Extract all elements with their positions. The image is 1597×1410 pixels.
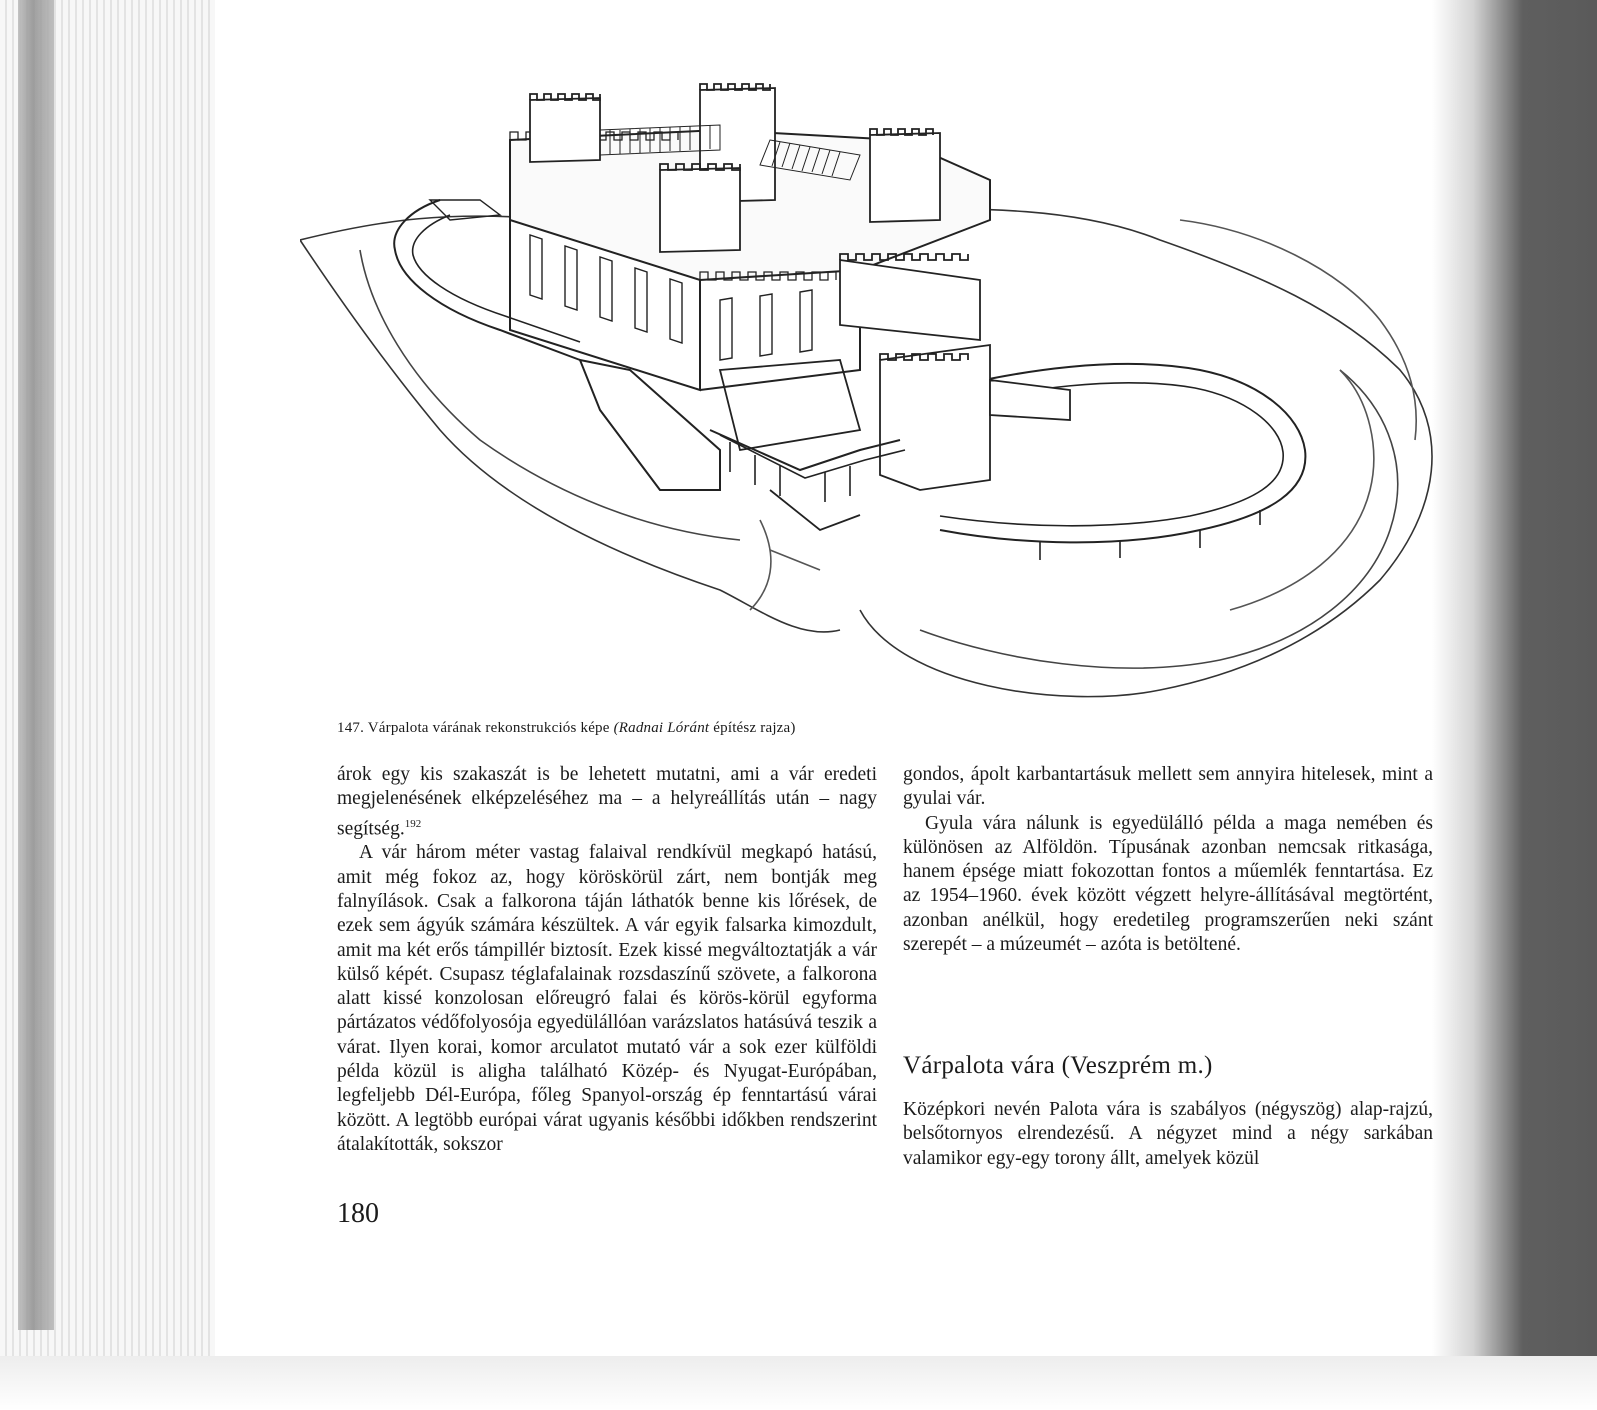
footnote-marker: 192 xyxy=(404,817,422,830)
paragraph-text: árok egy kis szakaszát is be lehetett mutatni, ami a vár eredeti megjelenésének elképzeléséhez ma – a helyreállítás után – nagy segítség. xyxy=(337,764,877,840)
caption-prefix: 147. Várpalota várának rekonstrukciós képe xyxy=(337,720,610,736)
page-bottom-edge xyxy=(0,1356,1597,1410)
section-heading: Várpalota vára (Veszprém m.) xyxy=(903,1052,1213,1079)
right-column xyxy=(903,763,1433,957)
left-column xyxy=(337,763,877,1157)
caption-author: (Radnai Lóránt xyxy=(613,720,710,736)
paragraph: gondos, ápolt karbantartásuk mellett sem annyira hitelesek, mint a gyulai vár. xyxy=(903,764,1433,810)
caption-suffix: építész rajza) xyxy=(713,720,796,736)
figure-caption xyxy=(337,720,796,737)
paragraph: Gyula vára nálunk is egyedülálló példa a maga nemében és különösen az Alföldön. Típusának azonban nemcsak ritkasága, hanem épsége miatt fokozottan fontos a műemlék fenntartása. Ez az 1954–1960. évek között végzett helyre-állításával megtörtént, azonban anélkül, hogy eredetileg programszerűen neki szánt szerepét – a múzeumét – azóta is betöltené. xyxy=(903,812,1433,956)
page-number: 180 xyxy=(337,1198,379,1229)
castle-illustration xyxy=(300,70,1440,710)
book-spine-shadow xyxy=(18,0,54,1330)
scan-edge-shadow xyxy=(1432,0,1597,1356)
paragraph: A vár három méter vastag falaival rendkívül megkapó hatású, amit még fokoz az, hogy köröskörül zárt, nem bontják meg falnyílások. Csak a falkorona táján láthatók benne kis lőrések, de ezek sem ágyúk számára készültek. A vár egyik falsarka kimozdult, amit ma két erős támpillér biztosít. Ezek kissé megváltoztatják a vár külső képét. Csupasz téglafalainak rozsdaszínű szövete, a falkorona alatt kissé konzolosan előreugró falai és körös-körül egyforma pártázatos védőfolyosója egyedülállóan varázslatos hatásúvá teszik a várat. Ilyen korai, komor arculatot mutató vár a sok ezer külföldi példa közül is aligha található Közép- és Nyugat-Európában, legfeljebb Dél-Európa, főleg Spanyol-ország ép fenntartású várai között. A legtöbb európai várat ugyanis későbbi időkben rendszerint átalakították, sokszor xyxy=(337,842,877,1155)
paragraph xyxy=(337,763,877,841)
paragraph: Középkori nevén Palota vára is szabályos (négyszög) alap-rajzú, belsőtornyos elrendezésű. A négyzet mind a négy sarkában valamikor egy-egy torony állt, amelyek közül xyxy=(903,1099,1433,1169)
right-column-lower xyxy=(903,1098,1433,1171)
